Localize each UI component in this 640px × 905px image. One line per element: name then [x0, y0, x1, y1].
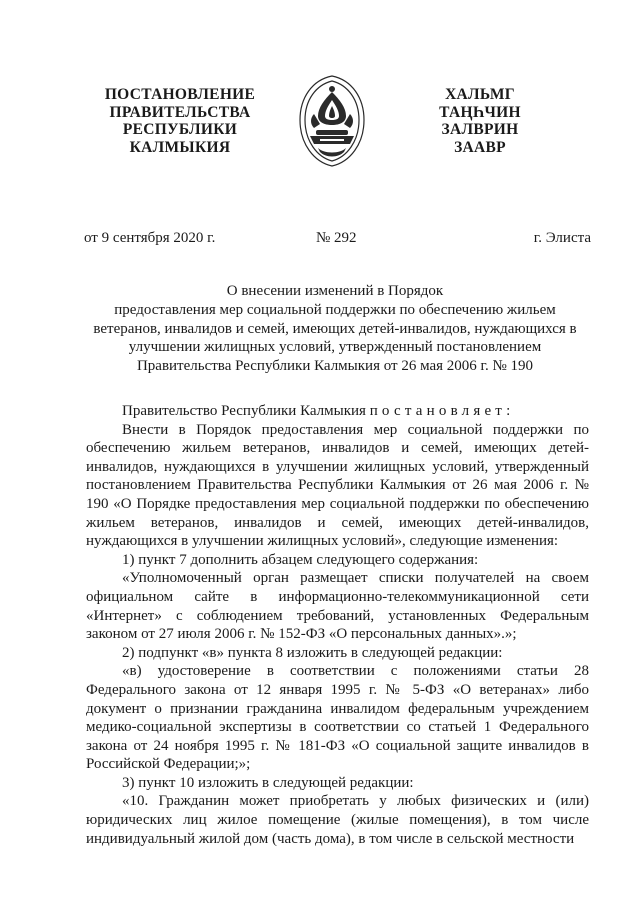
header-russian-line: ПОСТАНОВЛЕНИЕ: [104, 86, 256, 103]
header-russian-line: ПРАВИТЕЛЬСТВА: [109, 103, 251, 121]
header-kalmyk-line: ТАҢҺЧИН: [439, 103, 521, 121]
body-paragraph: «Уполномоченный орган размещает списки получателей на своем официальном сайте в информационно-телекоммуникационной сети «Интернет» с соблюдением требований, установленных Федеральным законом от 27 июля 2006 г. № 152-ФЗ «О персональных данных».»;: [86, 570, 589, 643]
decree-intro: Правительство Республики Калмыкия: [122, 403, 370, 419]
title-line: ветеранов, инвалидов и семей, имеющих детей-инвалидов, нуждающихся в: [93, 320, 577, 337]
title-line: предоставления мер социальной поддержки по обеспечению жильем: [114, 301, 556, 318]
document-city: г. Элиста: [533, 230, 591, 246]
document-date: от 9 сентября 2020 г.: [84, 230, 216, 246]
body-paragraph: Внести в Порядок предоставления мер социальной поддержки по обеспечению жильем ветеранов, инвалидов и семей, имеющих детей-инвалидов, нуждающихся в улучшении жилищных условий, утвержденный постановлением Правительства Республики Калмыкия от 26 мая 2006 г. № 190 «О Порядке предоставления мер социальной поддержки по обеспечению жильем ветеранов, инвалидов и семей, имеющих детей-инвалидов, нуждающихся в улучшении жилищных условий», следующие изменения:: [86, 421, 589, 550]
body-paragraph: 3) пункт 10 изложить в следующей редакции:: [122, 774, 414, 791]
body-paragraph: 2) подпункт «в» пункта 8 изложить в следующей редакции:: [122, 644, 503, 661]
decree-paragraph: [86, 402, 589, 421]
header-russian-line: РЕСПУБЛИКИ: [122, 121, 238, 138]
body-paragraph: 1) пункт 7 дополнить абзацем следующего содержания:: [122, 551, 479, 568]
document-meta-row: [0, 230, 640, 250]
header-russian: [86, 86, 274, 156]
title-line: О внесении изменений в Порядок: [226, 283, 444, 299]
body-paragraph: «10. Гражданин может приобретать у любых физических и (или) юридических лиц жилое помещение (жилые помещения), в том числе индивидуальный жилой дом (часть дома), в том числе в сельской местности: [86, 793, 589, 847]
header-kalmyk: [420, 86, 540, 156]
document-number: № 292: [316, 230, 357, 246]
header-kalmyk-line: ХАЛЬМГ: [445, 86, 515, 103]
kalmykia-emblem-icon: [290, 70, 374, 170]
document-title: [80, 282, 590, 376]
title-line: Правительства Республики Калмыкия от 26 мая 2006 г. № 190: [136, 358, 534, 375]
decree-word: постановляет:: [369, 403, 515, 419]
body-paragraph: «в) удостоверение в соответствии с положениями статьи 28 Федерального закона от 12 января 1995 г. № 5-ФЗ «О ветеранах» либо документ о признании гражданина инвалидом федеральным учреждением медико-социальной экспертизы в соответствии со статьей 1 Федерального закона от 24 ноября 1995 г. № 181-ФЗ «О социальной защите инвалидов в Российской Федерации;»;: [86, 663, 589, 773]
header-kalmyk-line: ЗААВР: [454, 138, 506, 156]
header-russian-line: КАЛМЫКИЯ: [129, 138, 231, 156]
title-line: улучшении жилищных условий, утвержденный постановлением: [128, 339, 542, 356]
header-kalmyk-line: ЗАЛВРИН: [441, 121, 519, 138]
document-body: [86, 402, 589, 848]
